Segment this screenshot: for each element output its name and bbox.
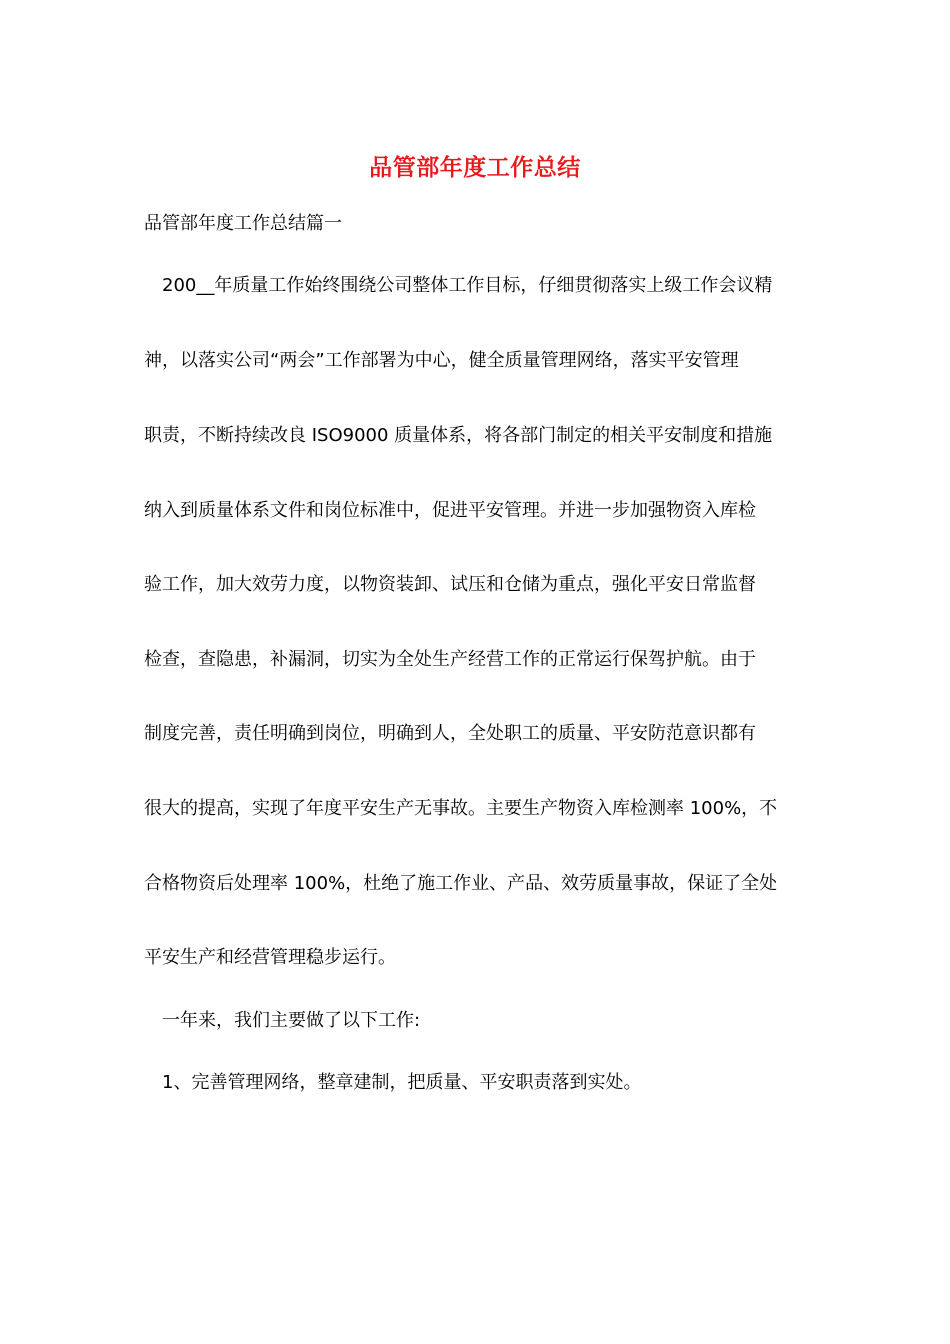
intro-line: 一年来，我们主要做了以下工作: [162,1010,421,1031]
paragraph-line: 神，以落实公司“两会”工作部署为中心，健全质量管理网络，落实平安管理 [144,350,739,371]
paragraph-line: 纳入到质量体系文件和岗位标准中，促进平安管理。并进一步加强物资入库检 [144,500,756,521]
paragraph-line: 检查，查隐患，补漏洞，切实为全处生产经营工作的正常运行保驾护航。由于 [144,649,756,670]
paragraph-line: 200__年质量工作始终围绕公司整体工作目标，仔细贯彻落实上级工作会议精 [162,275,773,296]
paragraph-line: 制度完善，责任明确到岗位，明确到人，全处职工的质量、平安防范意识都有 [144,723,756,744]
paragraph-line: 很大的提高，实现了年度平安生产无事故。主要生产物资入库检测率 100%，不 [144,798,778,819]
document-title: 品管部年度工作总结 [369,155,581,181]
list-item: 1、完善管理网络，整章建制，把质量、平安职责落到实处。 [162,1072,642,1093]
section-heading: 品管部年度工作总结篇一 [144,213,342,234]
paragraph-line: 验工作，加大效劳力度，以物资装卸、试压和仓储为重点，强化平安日常监督 [144,574,756,595]
paragraph-line: 平安生产和经营管理稳步运行。 [144,947,396,968]
paragraph-line: 合格物资后处理率 100%，杜绝了施工作业、产品、效劳质量事故，保证了全处 [144,873,778,894]
paragraph-line: 职责，不断持续改良 ISO9000 质量体系，将各部门制定的相关平安制度和措施 [144,425,773,446]
